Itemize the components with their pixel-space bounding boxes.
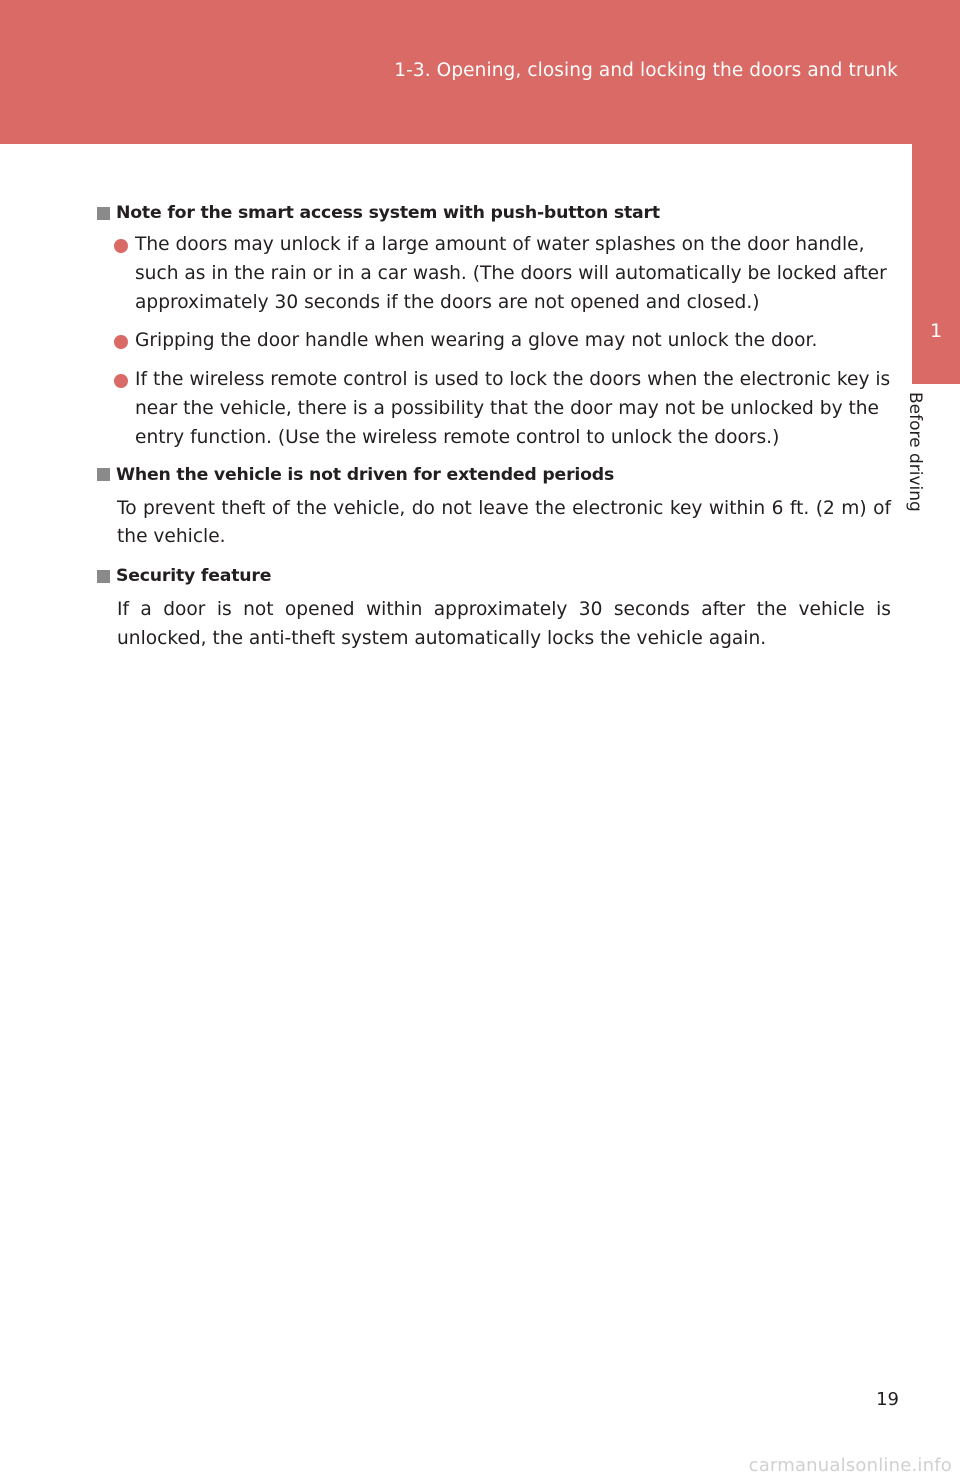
circle-bullet-icon: [114, 335, 128, 349]
section-heading-extended-periods: [97, 459, 891, 491]
main-content: [97, 197, 891, 654]
list-item: [97, 327, 891, 356]
chapter-tab: [912, 144, 960, 384]
list-item-text: If the wireless remote control is used to lock the doors when the electronic key is near the vehicle, there is a possibility that the door may not be unlocked by the entry function. (Use the wireless remote control to unlock the doors.): [135, 369, 891, 448]
heading-text: When the vehicle is not driven for extended periods: [116, 464, 615, 485]
list-item-text: Gripping the door handle when wearing a glove may not unlock the door.: [135, 330, 818, 352]
watermark: carmanualsonline.info: [748, 1455, 952, 1476]
heading-text: Security feature: [116, 566, 272, 587]
list-item: [97, 231, 891, 317]
list-item: [97, 366, 891, 452]
section-paragraph: If a door is not opened within approximately 30 seconds after the vehicle is unlocked, the anti-theft system automatically locks the vehicle again.: [117, 599, 891, 649]
section-heading-security-feature: [97, 560, 891, 592]
header-band: [0, 0, 960, 144]
square-bullet-icon: [97, 207, 110, 220]
chapter-label-area: [905, 384, 960, 564]
page-number: 19: [876, 1389, 899, 1410]
section-paragraph: To prevent theft of the vehicle, do not leave the electronic key within 6 ft. (2 m) of the vehicle.: [117, 497, 891, 548]
chapter-label: Before driving: [905, 392, 925, 512]
list-item-text: The doors may unlock if a large amount of water splashes on the door handle, such as in the rain or in a car wash. (The doors will automatically be locked after approximately 30 seconds if the doors are not opened and closed.): [135, 234, 887, 313]
section-title: 1-3. Opening, closing and locking the doors and trunk: [394, 60, 898, 81]
square-bullet-icon: [97, 468, 110, 481]
heading-text: Note for the smart access system with push-button start: [116, 203, 660, 223]
section-heading-smart-access: [97, 197, 891, 229]
chapter-number: 1: [929, 320, 943, 342]
circle-bullet-icon: [114, 374, 128, 388]
circle-bullet-icon: [114, 239, 128, 253]
square-bullet-icon: [97, 570, 110, 583]
